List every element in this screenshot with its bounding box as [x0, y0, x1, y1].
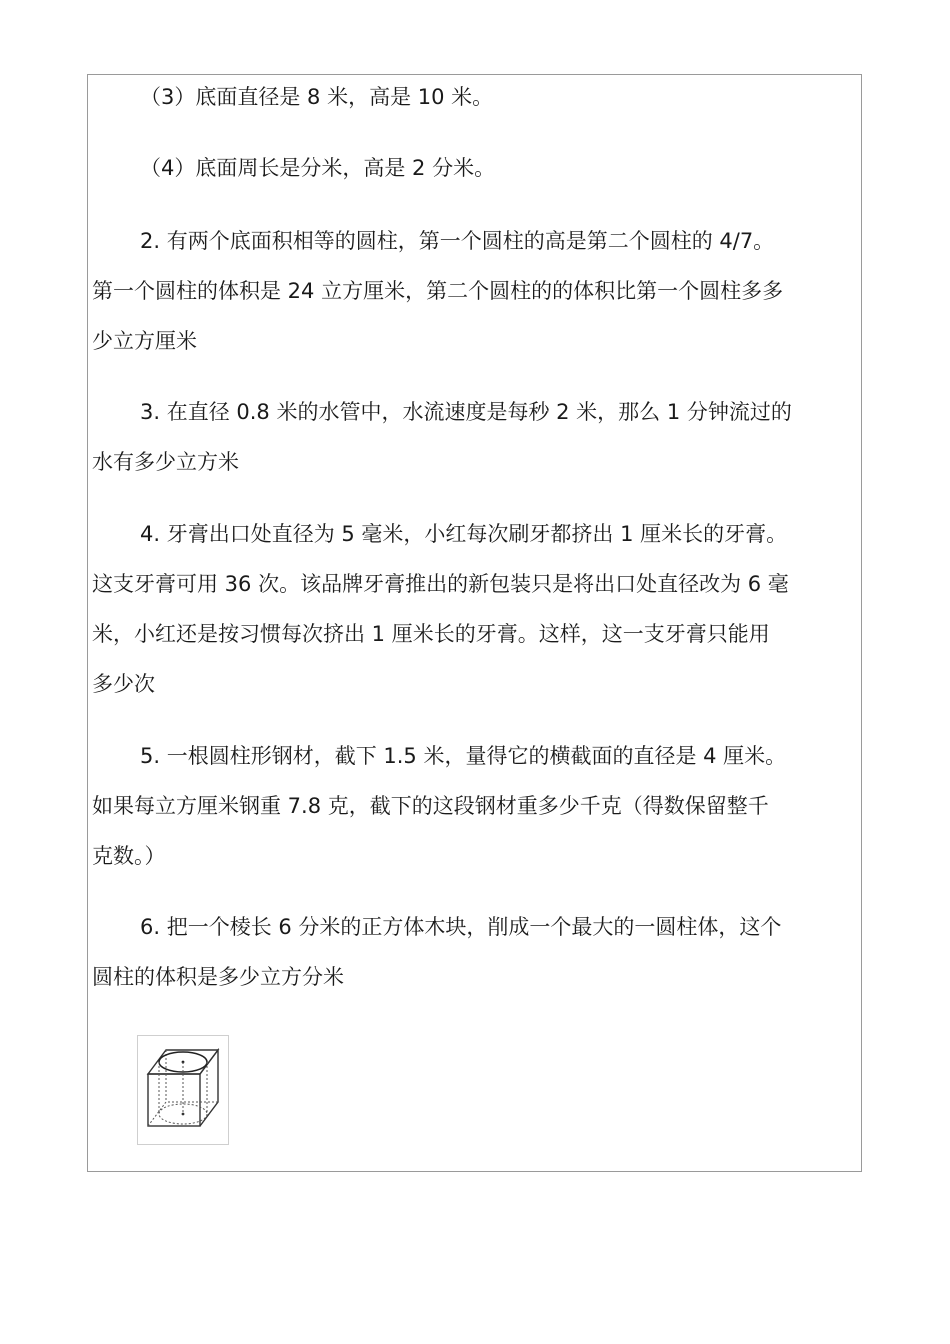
- question-3-line-1: 3. 在直径 0.8 米的水管中，水流速度是每秒 2 米，那么 1 分钟流过的: [140, 400, 792, 424]
- question-2-line-2: 第一个圆柱的体积是 24 立方厘米，第二个圆柱的的体积比第一个圆柱多多: [92, 279, 784, 303]
- cube-cylinder-diagram: [137, 1035, 229, 1145]
- cube-right-face: [200, 1050, 218, 1126]
- cube-cylinder-figure: [138, 1036, 228, 1144]
- question-5-line-1: 5. 一根圆柱形钢材，截下 1.5 米，量得它的横截面的直径是 4 厘米。: [140, 744, 787, 768]
- question-5-line-2: 如果每立方厘米钢重 7.8 克，截下的这段钢材重多少千克（得数保留整千: [92, 794, 769, 818]
- cube-front-face: [148, 1074, 200, 1126]
- question-3-line-2: 水有多少立方米: [92, 450, 239, 474]
- question-5-line-3: 克数。）: [92, 844, 166, 868]
- question-4-line-2: 这支牙膏可用 36 次。该品牌牙膏推出的新包装只是将出口处直径改为 6 毫: [92, 572, 789, 596]
- question-2-line-1: 2. 有两个底面积相等的圆柱，第一个圆柱的高是第二个圆柱的 4/7。: [140, 229, 775, 253]
- question-4-line-3: 米，小红还是按习惯每次挤出 1 厘米长的牙膏。这样，这一支牙膏只能用: [92, 622, 770, 646]
- question-4-line-1: 4. 牙膏出口处直径为 5 毫米，小红每次刷牙都挤出 1 厘米长的牙膏。: [140, 522, 788, 546]
- item-4-text: （4）底面周长是分米，高是 2 分米。: [140, 156, 496, 180]
- question-4-line-4: 多少次: [92, 672, 155, 696]
- question-6-line-2: 圆柱的体积是多少立方分米: [92, 965, 344, 989]
- question-2-line-3: 少立方厘米: [92, 329, 197, 353]
- item-3-text: （3）底面直径是 8 米，高是 10 米。: [140, 85, 494, 109]
- question-6-line-1: 6. 把一个棱长 6 分米的正方体木块，削成一个最大的一圆柱体，这个: [140, 915, 782, 939]
